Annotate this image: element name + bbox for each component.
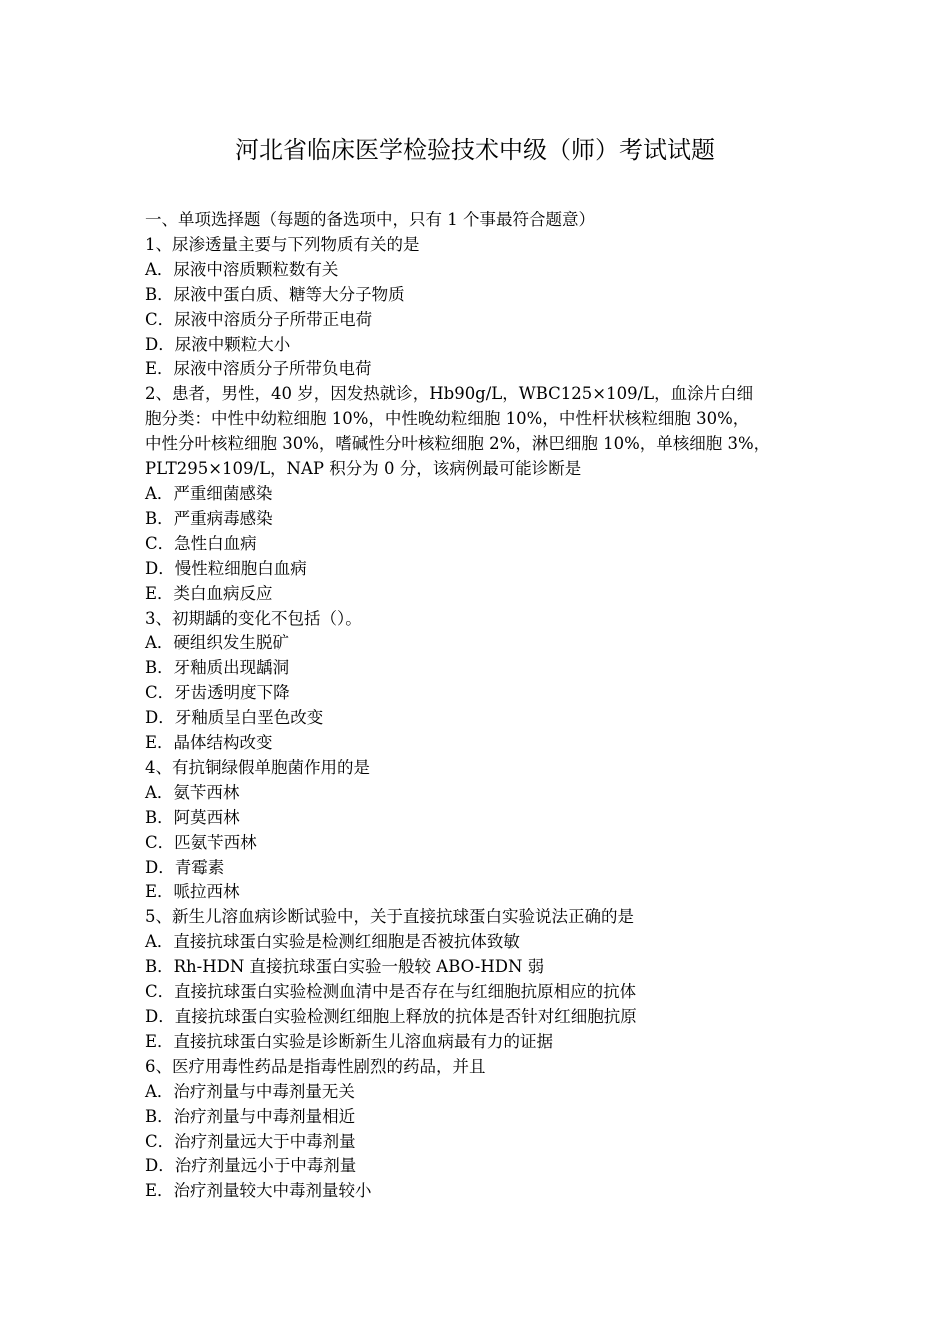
option-c: C．匹氨苄西林 bbox=[145, 832, 257, 852]
option-a: A．严重细菌感染 bbox=[145, 483, 273, 503]
option-c: C．牙齿透明度下降 bbox=[145, 683, 290, 703]
page-title: 河北省临床医学检验技术中级（师）考试试题 bbox=[235, 136, 715, 164]
option-c: C．尿液中溶质分子所带正电荷 bbox=[145, 309, 373, 329]
option-e: E．晶体结构改变 bbox=[145, 733, 273, 753]
option-d: D．尿液中颗粒大小 bbox=[145, 334, 291, 354]
option-b: B．严重病毒感染 bbox=[145, 508, 273, 528]
question-5 bbox=[145, 905, 815, 1054]
question-stem-line: 中性分叶核粒细胞 30%，嗜碱性分叶核粒细胞 2%，淋巴细胞 10%，单核细胞 3%， bbox=[145, 434, 771, 454]
option-b: B．Rh-HDN 直接抗球蛋白实验一般较 ABO-HDN 弱 bbox=[145, 957, 545, 977]
question-stem: 5、新生儿溶血病诊断试验中，关于直接抗球蛋白实验说法正确的是 bbox=[145, 907, 634, 927]
option-a: A．硬组织发生脱矿 bbox=[145, 633, 289, 653]
option-b: B．治疗剂量与中毒剂量相近 bbox=[145, 1106, 356, 1126]
question-3 bbox=[145, 607, 815, 756]
question-2 bbox=[145, 382, 815, 606]
option-a: A．氨苄西林 bbox=[145, 782, 240, 802]
document-body bbox=[145, 208, 815, 1204]
option-c: C．直接抗球蛋白实验检测血清中是否存在与红细胞抗原相应的抗体 bbox=[145, 982, 637, 1002]
option-b: B．牙釉质出现龋洞 bbox=[145, 658, 290, 678]
question-stem: 3、初期龋的变化不包括（）。 bbox=[145, 608, 362, 628]
option-d: D．直接抗球蛋白实验检测红细胞上释放的抗体是否针对红细胞抗原 bbox=[145, 1007, 637, 1026]
option-d: D．牙釉质呈白垩色改变 bbox=[145, 708, 324, 728]
question-stem-line: 2、患者，男性，40 岁，因发热就诊，Hb90g/L，WBC125×109/L，血涂片白细 bbox=[145, 384, 754, 404]
option-e: E．直接抗球蛋白实验是诊断新生儿溶血病最有力的证据 bbox=[145, 1031, 554, 1051]
question-stem-line: 胞分类：中性中幼粒细胞 10%，中性晚幼粒细胞 10%，中性杆状核粒细胞 30%， bbox=[145, 409, 750, 429]
option-d: D．青霉素 bbox=[145, 857, 225, 877]
option-d: D．治疗剂量远小于中毒剂量 bbox=[145, 1156, 357, 1176]
question-stem: 4、有抗铜绿假单胞菌作用的是 bbox=[145, 757, 370, 777]
option-c: C．急性白血病 bbox=[145, 533, 257, 553]
option-b: B．阿莫西林 bbox=[145, 807, 240, 827]
section-header: 一、单项选择题（每题的备选项中，只有 1 个事最符合题意） bbox=[145, 210, 595, 229]
question-4 bbox=[145, 756, 815, 905]
question-stem: 1、尿渗透量主要与下列物质有关的是 bbox=[145, 234, 420, 254]
question-1 bbox=[145, 233, 815, 382]
option-e: E．哌拉西林 bbox=[145, 882, 240, 902]
option-c: C．治疗剂量远大于中毒剂量 bbox=[145, 1131, 356, 1151]
question-stem: 6、医疗用毒性药品是指毒性剧烈的药品，并且 bbox=[145, 1056, 486, 1076]
option-a: A．直接抗球蛋白实验是检测红细胞是否被抗体致敏 bbox=[145, 932, 520, 952]
option-e: E．尿液中溶质分子所带负电荷 bbox=[145, 359, 372, 379]
question-6 bbox=[145, 1055, 815, 1204]
option-b: B．尿液中蛋白质、糖等大分子物质 bbox=[145, 284, 405, 304]
question-stem-line: PLT295×109/L，NAP 积分为 0 分，该病例最可能诊断是 bbox=[145, 459, 582, 479]
option-a: A．治疗剂量与中毒剂量无关 bbox=[145, 1081, 355, 1101]
option-d: D．慢性粒细胞白血病 bbox=[145, 558, 307, 578]
option-e: E．类白血病反应 bbox=[145, 583, 273, 603]
option-a: A．尿液中溶质颗粒数有关 bbox=[145, 259, 339, 279]
option-e: E．治疗剂量较大中毒剂量较小 bbox=[145, 1181, 372, 1201]
